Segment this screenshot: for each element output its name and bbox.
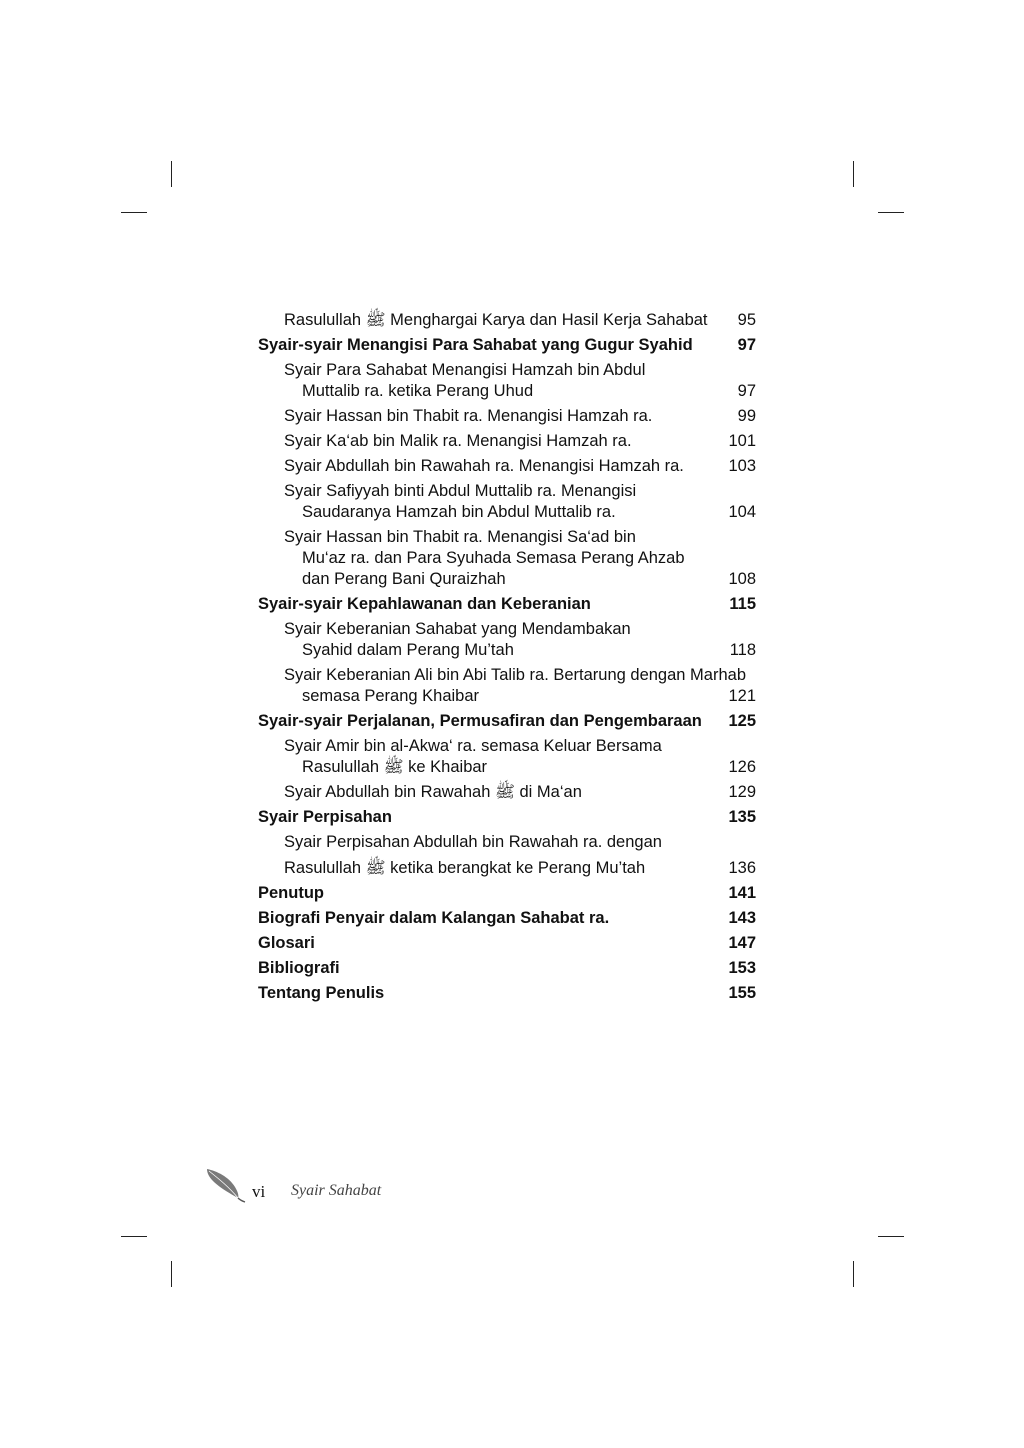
- entry-title: Syair Para Sahabat Menangisi Hamzah bin Abdul: [284, 361, 646, 379]
- entry-title: Syair Keberanian Ali bin Abi Talib ra. Bertarung dengan Marhab: [284, 666, 746, 684]
- page-number: 147: [728, 934, 756, 952]
- page-number: 101: [728, 432, 756, 450]
- toc-section[interactable]: [258, 807, 758, 828]
- page-number: 141: [728, 884, 756, 902]
- page-number: 97: [737, 382, 756, 400]
- toc-entry[interactable]: [258, 431, 758, 452]
- crop-mark: [171, 161, 172, 187]
- page-number: 108: [728, 570, 756, 588]
- section-title: Syair-syair Menangisi Para Sahabat yang Gugur Syahid: [258, 336, 693, 354]
- entry-title-continued: Muttalib ra. ketika Perang Uhud: [302, 382, 534, 400]
- section-title: Syair-syair Kepahlawanan dan Keberanian: [258, 595, 591, 613]
- running-title: Syair Sahabat: [291, 1182, 382, 1199]
- crop-mark: [878, 212, 904, 213]
- entry-title-continued: semasa Perang Khaibar: [302, 687, 480, 705]
- section-title: Bibliografi: [258, 959, 340, 977]
- entry-title: Syair Abdullah bin Rawahah ﷺ di Ma‘an: [284, 783, 582, 801]
- entry-title: Syair Perpisahan Abdullah bin Rawahah ra. dengan: [284, 833, 662, 851]
- entry-title-continued: Rasulullah ﷺ ketika berangkat ke Perang Mu’tah: [284, 859, 646, 877]
- feather-icon: [205, 1167, 249, 1203]
- toc-entry[interactable]: [258, 832, 758, 879]
- toc-section[interactable]: [258, 711, 758, 732]
- entry-title: Syair Hassan bin Thabit ra. Menangisi Sa‘ad bin: [284, 528, 636, 546]
- page-number: 125: [728, 712, 756, 730]
- page-number: 143: [728, 909, 756, 927]
- page-folio: vi: [252, 1182, 266, 1201]
- toc-section[interactable]: [258, 335, 758, 356]
- entry-title: Syair Amir bin al-Akwa‘ ra. semasa Keluar Bersama: [284, 737, 662, 755]
- page-footer: [205, 1167, 465, 1207]
- section-title: Biografi Penyair dalam Kalangan Sahabat ra.: [258, 909, 610, 927]
- page-number: 97: [737, 336, 756, 354]
- page-number: 115: [729, 595, 756, 613]
- page-number: 99: [737, 407, 756, 425]
- crop-mark: [171, 1261, 172, 1287]
- section-title: Tentang Penulis: [258, 984, 385, 1002]
- page-number: 103: [728, 457, 756, 475]
- crop-mark: [121, 1236, 147, 1237]
- entry-title-continued: Saudaranya Hamzah bin Abdul Muttalib ra.: [302, 503, 616, 521]
- entry-title: Rasulullah ﷺ Menghargai Karya dan Hasil Kerja Sahabat: [284, 311, 708, 329]
- entry-title: Syair Keberanian Sahabat yang Mendambakan: [284, 620, 631, 638]
- section-title: Glosari: [258, 934, 315, 952]
- toc-entry[interactable]: [258, 619, 758, 661]
- page-number: 126: [728, 758, 756, 776]
- page-number: 153: [728, 959, 756, 977]
- toc-section[interactable]: [258, 933, 758, 954]
- section-title: Syair-syair Perjalanan, Permusafiran dan Pengembaraan: [258, 712, 702, 730]
- toc-entry[interactable]: [258, 665, 758, 707]
- page-number: 136: [728, 859, 756, 877]
- entry-title-continued: Rasulullah ﷺ ke Khaibar: [302, 758, 488, 776]
- page-number: 104: [728, 503, 756, 521]
- toc-entry[interactable]: [258, 406, 758, 427]
- page-number: 135: [728, 808, 756, 826]
- crop-mark: [878, 1236, 904, 1237]
- toc-entry[interactable]: [258, 736, 758, 778]
- toc-entry[interactable]: [258, 310, 758, 331]
- toc-entry[interactable]: [258, 782, 758, 803]
- page-number: 95: [737, 311, 756, 329]
- toc-entry[interactable]: [258, 456, 758, 477]
- crop-mark: [853, 161, 854, 187]
- toc-entry[interactable]: [258, 481, 758, 523]
- entry-title: Syair Ka‘ab bin Malik ra. Menangisi Hamzah ra.: [284, 432, 632, 450]
- page-number: 121: [728, 687, 756, 705]
- table-of-contents: [258, 306, 758, 1004]
- toc-section[interactable]: [258, 958, 758, 979]
- crop-mark: [121, 212, 147, 213]
- toc-entry[interactable]: [258, 360, 758, 402]
- toc-section[interactable]: [258, 908, 758, 929]
- section-title: Penutup: [258, 884, 324, 902]
- page-number: 118: [729, 641, 756, 659]
- entry-title-continued: Syahid dalam Perang Mu’tah: [302, 641, 514, 659]
- entry-title: Syair Hassan bin Thabit ra. Menangisi Hamzah ra.: [284, 407, 653, 425]
- entry-title: Syair Abdullah bin Rawahah ra. Menangisi Hamzah ra.: [284, 457, 684, 475]
- toc-section[interactable]: [258, 883, 758, 904]
- toc-section[interactable]: [258, 983, 758, 1004]
- crop-mark: [853, 1261, 854, 1287]
- toc-entry[interactable]: [258, 527, 758, 590]
- section-title: Syair Perpisahan: [258, 808, 392, 826]
- toc-section[interactable]: [258, 594, 758, 615]
- entry-title-continued: dan Perang Bani Quraizhah: [302, 570, 506, 588]
- page-number: 129: [728, 783, 756, 801]
- entry-title: Syair Safiyyah binti Abdul Muttalib ra. Menangisi: [284, 482, 637, 500]
- page-number: 155: [728, 984, 756, 1002]
- entry-title-continued: Mu‘az ra. dan Para Syuhada Semasa Perang Ahzab: [302, 549, 685, 567]
